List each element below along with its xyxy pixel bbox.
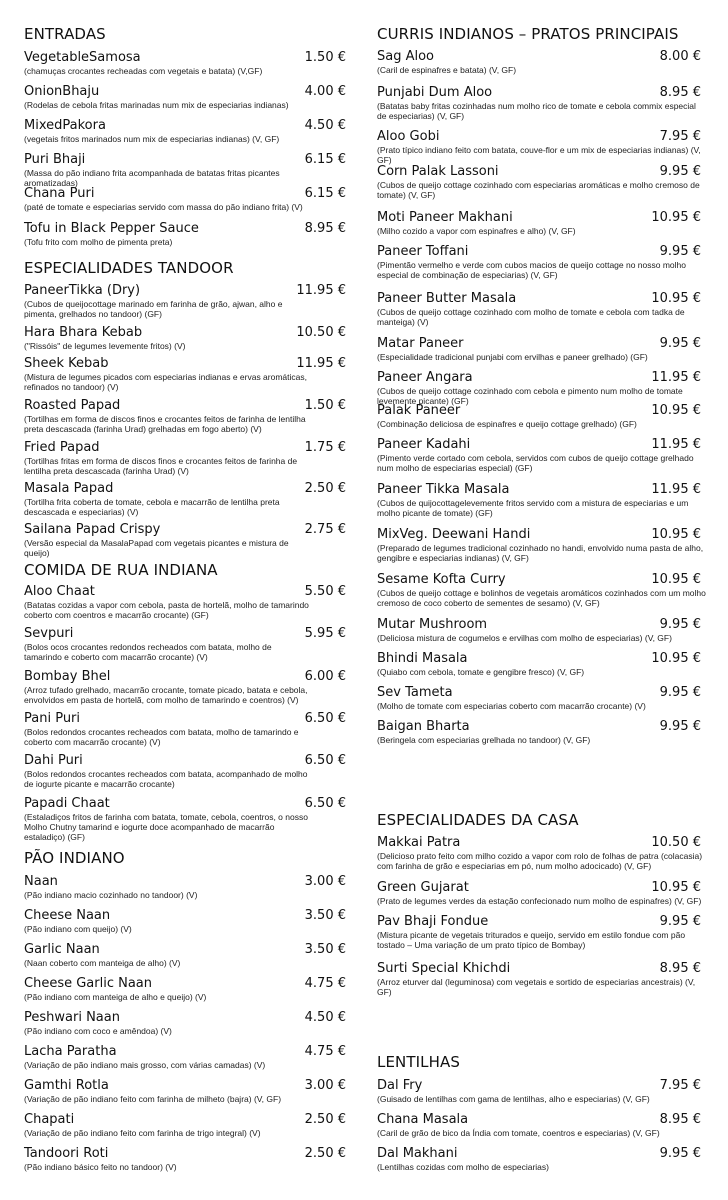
item-price: 3.50 € [304, 908, 346, 923]
item-name: Lacha Paratha [24, 1044, 117, 1059]
item-price: 5.50 € [304, 584, 346, 599]
item-description: (Pimentão vermelho e verde com cubos macios de queijo cottage no nosso molho especial de combinação de especiarias) (V, GF) [377, 260, 687, 280]
menu-item [377, 572, 706, 608]
menu-item [24, 1146, 346, 1172]
menu-item [377, 210, 701, 236]
item-price: 2.50 € [304, 1146, 346, 1161]
item-description: (Cubos de queijo cottage e bolinhos de vegetais aromáticos cozinhados com um molho cremoso de coco coberto de sementes de sesamo) (V, GF) [377, 588, 706, 608]
item-description: (Pão indiano macio cozinhado no tandoor) (V) [24, 890, 198, 900]
item-name: PaneerTikka (Dry) [24, 283, 141, 298]
item-description: (Preparado de legumes tradicional cozinhado no handi, envolvido numa pasta de alho, gengibre e especiarias indianas) (V, GF) [377, 543, 704, 563]
item-description: (Pão indiano com queijo) (V) [24, 924, 132, 934]
item-price: 10.95 € [651, 880, 701, 895]
item-price: 10.95 € [651, 572, 701, 587]
item-description: (Mistura picante de vegetais triturados e queijo, servido em estilo fondue com pão tostado – Uma variação de um prato típico de Bombay) [377, 930, 686, 950]
menu-item [24, 152, 346, 188]
item-name: Tandoori Roti [24, 1146, 109, 1161]
item-description: (Arroz tufado grelhado, macarrão crocante, tomate picado, batata e cebola, envolvidos em pasta de hortelã, com molho de tamarindo e coentros) (V) [24, 685, 308, 705]
menu-item [24, 1078, 346, 1104]
item-price: 4.00 € [304, 84, 346, 99]
item-price: 4.75 € [304, 1044, 346, 1059]
menu-item [24, 976, 346, 1002]
menu-item [377, 1078, 701, 1104]
menu-item [24, 283, 346, 319]
item-price: 3.00 € [304, 1078, 346, 1093]
item-name: Moti Paneer Makhani [377, 210, 513, 225]
menu-item [24, 584, 346, 620]
item-price: 6.00 € [304, 669, 346, 684]
item-price: 1.50 € [304, 50, 346, 65]
item-price: 7.95 € [659, 1078, 701, 1093]
item-description: (Naan coberto com manteiga de alho) (V) [24, 958, 181, 968]
item-price: 3.50 € [304, 942, 346, 957]
menu-item [377, 835, 701, 871]
item-name: Tofu in Black Pepper Sauce [24, 221, 199, 236]
item-price: 9.95 € [659, 914, 701, 929]
item-description: (Tortilha frita coberta de tomate, cebola e macarrão de lentilha preta descascada e especiarias) (V) [24, 497, 280, 517]
item-name: Aloo Chaat [24, 584, 95, 599]
menu-item [24, 711, 346, 747]
item-description: (Caril de grão de bico da Índia com tomate, coentros e especiarias) (V, GF) [377, 1128, 660, 1138]
item-description: (Beringela com especiarias grelhada no tandoor) (V, GF) [377, 735, 591, 745]
item-name: Baigan Bharta [377, 719, 470, 734]
menu-item [377, 1112, 701, 1138]
item-description: (Bolos ocos crocantes redondos recheados com batata, molho de tamarindo e coberto com macarrão crocante) (V) [24, 642, 272, 662]
item-price: 10.50 € [651, 835, 701, 850]
item-description: (Bolos redondos crocantes recheados com batata, molho de tamarindo e coberto com macarrão crocante) (V) [24, 727, 299, 747]
menu-item [377, 437, 701, 473]
item-name: Garlic Naan [24, 942, 100, 957]
item-price: 6.15 € [304, 186, 346, 201]
item-price: 10.95 € [651, 403, 701, 418]
menu-item [377, 719, 701, 745]
menu-item [377, 880, 701, 906]
item-name: Paneer Angara [377, 370, 473, 385]
menu-item [24, 908, 346, 934]
item-description: (Prato típico indiano feito com batata, couve-flor e um mix de especiarias indianas) (V, GF) [377, 145, 701, 165]
item-name: Matar Paneer [377, 336, 464, 351]
item-name: Green Gujarat [377, 880, 469, 895]
item-description: (Combinação deliciosa de espinafres e queijo cottage grelhado) (GF) [377, 419, 637, 429]
menu-item [24, 50, 346, 76]
menu-item [377, 527, 704, 563]
menu-item [24, 356, 346, 392]
item-name: Dahi Puri [24, 753, 83, 768]
item-price: 9.95 € [659, 244, 701, 259]
menu-item [24, 398, 346, 434]
item-name: Cheese Naan [24, 908, 111, 923]
item-price: 8.95 € [304, 221, 346, 236]
item-description: (Cubos de quijocottagelevemente fritos servido com a mistura de especiarias e um molho picante de tomate) (GF) [377, 498, 689, 518]
item-name: Paneer Kadahi [377, 437, 471, 452]
item-price: 10.50 € [296, 325, 346, 340]
item-description: (Molho de tomate com especiarias coberto com macarrão crocante) (V) [377, 701, 646, 711]
item-description: (Variação de pão indiano feito com farinha de trigo integral) (V) [24, 1128, 261, 1138]
section-title-pao-indiano: PÃO INDIANO [24, 849, 125, 867]
item-description: (Cubos de queijocottage marinado em farinha de grão, ajwan, alho e pimenta, grelhados no tandoor) (GF) [24, 299, 283, 319]
item-name: MixVeg. Deewani Handi [377, 527, 531, 542]
item-price: 4.75 € [304, 976, 346, 991]
item-name: Gamthi Rotla [24, 1078, 109, 1093]
item-description: (Cubos de queijo cottage cozinhado com cebola e pimento num molho de tomate levemente picante) (GF) [377, 386, 683, 406]
menu-item [377, 403, 701, 429]
item-description: (Cubos de queijo cottage cozinhado com molho de tomate e cebola com tadka de manteiga) (V) [377, 307, 685, 327]
item-price: 9.95 € [659, 164, 701, 179]
item-name: Palak Paneer [377, 403, 461, 418]
item-name: Hara Bhara Kebab [24, 325, 143, 340]
menu-item [377, 482, 701, 518]
menu-item [24, 186, 346, 212]
item-name: Sailana Papad Crispy [24, 522, 161, 537]
item-name: Bhindi Masala [377, 651, 468, 666]
item-price: 11.95 € [296, 356, 346, 371]
item-price: 9.95 € [659, 719, 701, 734]
item-description: (Variação de pão indiano feito com farinha de milheto (bajra) (V, GF) [24, 1094, 282, 1104]
item-price: 10.95 € [651, 210, 701, 225]
item-price: 1.75 € [304, 440, 346, 455]
item-name: Dal Fry [377, 1078, 423, 1093]
item-description: (Arroz eturver dal (leguminosa) com vegetais e sortido de especiarias ancestrais) (V, GF) [377, 977, 696, 997]
item-price: 9.95 € [659, 336, 701, 351]
menu-item [24, 440, 346, 476]
item-name: Punjabi Dum Aloo [377, 85, 493, 100]
section-title-tandoor: ESPECIALIDADES TANDOOR [24, 259, 234, 277]
menu-item [24, 118, 346, 144]
item-description: (Variação de pão indiano mais grosso, com várias camadas) (V) [24, 1060, 266, 1070]
item-name: Naan [24, 874, 58, 889]
item-description: (Quiabo com cebola, tomate e gengibre fresco) (V, GF) [377, 667, 585, 677]
item-name: Cheese Garlic Naan [24, 976, 153, 991]
item-description: (Delicioso prato feito com milho cozido a vapor com rolo de folhas de patra (colacasia) com farinha de grão e especiarias em pó, num molho adocicado) (V, GF) [377, 851, 703, 871]
item-description: (Tortilhas em forma de discos finos e crocantes feitos de farinha de lentilha preta descascada (farinha Urad) grelhadas em fogo aberto) (V) [24, 414, 306, 434]
menu-item [24, 221, 346, 247]
section-title-especialidades-da-casa: ESPECIALIDADES DA CASA [377, 811, 579, 829]
item-name: MixedPakora [24, 118, 106, 133]
menu-item [24, 1010, 346, 1036]
menu-item [377, 291, 701, 327]
menu-item [24, 796, 346, 842]
item-description: (Mistura de legumes picados com especiarias indianas e ervas aromáticas, refinados no tandoor) (V) [24, 372, 307, 392]
item-price: 11.95 € [651, 370, 701, 385]
item-price: 6.50 € [304, 711, 346, 726]
item-name: Masala Papad [24, 481, 114, 496]
item-description: (Massa do pão indiano frita acompanhada de batatas fritas picantes aromatizadas) [24, 168, 280, 188]
item-name: Corn Palak Lassoni [377, 164, 499, 179]
item-price: 10.95 € [651, 527, 701, 542]
item-description: (Especialidade tradicional punjabi com ervilhas e paneer grelhado) (GF) [377, 352, 648, 362]
menu-item [24, 522, 346, 558]
item-description: (Milho cozido a vapor com espinafres e alho) (V, GF) [377, 226, 576, 236]
menu-item [24, 669, 346, 705]
item-description: (chamuças crocantes recheadas com vegetais e batata) (V,GF) [24, 66, 263, 76]
item-price: 10.95 € [651, 651, 701, 666]
menu-item [377, 85, 701, 121]
item-description: (Tofu frito com molho de pimenta preta) [24, 237, 173, 247]
item-name: Sev Tameta [377, 685, 453, 700]
item-price: 9.95 € [659, 1146, 701, 1161]
item-name: Sevpuri [24, 626, 74, 641]
item-description: (Rodelas de cebola fritas marinadas num mix de especiarias indianas) [24, 100, 289, 110]
item-description: (paté de tomate e especiarias servido com massa do pão indiano frita) (V) [24, 202, 303, 212]
menu-item [24, 874, 346, 900]
item-name: Chana Puri [24, 186, 95, 201]
item-description: (Pão indiano com manteiga de alho e queijo) (V) [24, 992, 207, 1002]
section-title-lentilhas: LENTILHAS [377, 1053, 460, 1071]
item-description: (Batatas cozidas a vapor com cebola, pasta de hortelã, molho de tamarindo coberto com coentros e macarrão crocante) (GF) [24, 600, 309, 620]
menu-item [377, 129, 701, 165]
item-price: 2.50 € [304, 1112, 346, 1127]
item-description: (vegetais fritos marinados num mix de especiarias indianas) (V, GF) [24, 134, 280, 144]
item-price: 8.95 € [659, 1112, 701, 1127]
item-price: 5.95 € [304, 626, 346, 641]
menu-item [377, 651, 701, 677]
item-name: Pav Bhaji Fondue [377, 914, 489, 929]
item-description: (Bolos redondos crocantes recheados com batata, acompanhado de molho de iogurte picante e macarrão crocante) [24, 769, 308, 789]
item-name: Surti Special Khichdi [377, 961, 511, 976]
menu-item [377, 370, 701, 406]
item-price: 7.95 € [659, 129, 701, 144]
item-price: 6.50 € [304, 753, 346, 768]
item-price: 10.95 € [651, 291, 701, 306]
item-price: 8.00 € [659, 49, 701, 64]
menu-item [24, 1044, 346, 1070]
menu-item [377, 336, 701, 362]
section-title-curris: CURRIS INDIANOS – PRATOS PRINCIPAIS [377, 25, 679, 43]
item-name: OnionBhaju [24, 84, 100, 99]
menu-item [377, 961, 701, 997]
item-description: (Pão indiano básico feito no tandoor) (V) [24, 1162, 177, 1172]
item-price: 9.95 € [659, 685, 701, 700]
item-name: Sesame Kofta Curry [377, 572, 506, 587]
item-description: (Versão especial da MasalaPapad com vegetais picantes e mistura de queijo) [24, 538, 289, 558]
menu-item [24, 626, 346, 662]
item-price: 8.95 € [659, 961, 701, 976]
item-name: Peshwari Naan [24, 1010, 120, 1025]
item-name: Aloo Gobi [377, 129, 440, 144]
item-price: 1.50 € [304, 398, 346, 413]
menu-item [24, 325, 346, 351]
section-title-comida-de-rua: COMIDA DE RUA INDIANA [24, 561, 218, 579]
item-description: (Deliciosa mistura de cogumelos e ervilhas com molho de especiarias) (V, GF) [377, 633, 672, 643]
item-name: Fried Papad [24, 440, 100, 455]
menu-item [377, 914, 701, 950]
item-name: Dal Makhani [377, 1146, 458, 1161]
item-name: Makkai Patra [377, 835, 461, 850]
item-price: 4.50 € [304, 118, 346, 133]
item-name: Roasted Papad [24, 398, 121, 413]
item-name: Sag Aloo [377, 49, 435, 64]
item-name: VegetableSamosa [24, 50, 141, 65]
item-description: ("Rissóis" de legumes levemente fritos) (V) [24, 341, 186, 351]
item-description: (Pimento verde cortado com cebola, servidos com cubos de queijo cottage grelhado num molho de especiarias especial) (GF) [377, 453, 694, 473]
item-price: 9.95 € [659, 617, 701, 632]
item-description: (Tortilhas fritas em forma de discos finos e crocantes feitos de farinha de lentilha preta descascada (farinha Urad) (V) [24, 456, 298, 476]
menu-item [377, 244, 701, 280]
item-name: Papadi Chaat [24, 796, 110, 811]
menu-item [377, 1146, 701, 1172]
item-description: (Cubos de queijo cottage cozinhado com especiarias aromáticas e molho cremoso de tomate) (V, GF) [377, 180, 700, 200]
item-description: (Estaladiços fritos de farinha com batata, tomate, cebola, coentros, o nosso Molho Chutny tamarind e iogurte doce acompanhado de macarrão estaladiço) (GF) [24, 812, 308, 842]
item-description: (Batatas baby fritas cozinhadas num molho rico de tomate e cebola commix especial de especiarias) (V, GF) [377, 101, 696, 121]
item-description: (Caril de espinafres e batata) (V, GF) [377, 65, 517, 75]
item-price: 11.95 € [651, 482, 701, 497]
item-description: (Lentilhas cozidas com molho de especiarias) [377, 1162, 549, 1172]
item-name: Chana Masala [377, 1112, 469, 1127]
menu-item [377, 617, 701, 643]
menu-item [24, 84, 346, 110]
item-description: (Guisado de lentilhas com gama de lentilhas, alho e especiarias) (V, GF) [377, 1094, 650, 1104]
menu-item [377, 685, 701, 711]
item-price: 2.50 € [304, 481, 346, 496]
item-price: 2.75 € [304, 522, 346, 537]
item-name: Sheek Kebab [24, 356, 109, 371]
item-price: 6.50 € [304, 796, 346, 811]
item-name: Puri Bhaji [24, 152, 86, 167]
item-name: Paneer Tikka Masala [377, 482, 510, 497]
section-title-entradas: ENTRADAS [24, 25, 106, 43]
item-price: 11.95 € [296, 283, 346, 298]
item-price: 6.15 € [304, 152, 346, 167]
menu-item [24, 1112, 346, 1138]
item-price: 8.95 € [659, 85, 701, 100]
item-name: Mutar Mushroom [377, 617, 488, 632]
item-price: 11.95 € [651, 437, 701, 452]
menu-item [24, 753, 346, 789]
item-price: 3.00 € [304, 874, 346, 889]
item-description: (Prato de legumes verdes da estação confecionado num molho de espinafres) (V, GF) [377, 896, 702, 906]
menu-item [377, 49, 701, 75]
item-name: Paneer Toffani [377, 244, 469, 259]
menu-item [24, 481, 346, 517]
item-name: Bombay Bhel [24, 669, 111, 684]
menu-item [24, 942, 346, 968]
item-description: (Pão indiano com coco e amêndoa) (V) [24, 1026, 172, 1036]
item-name: Chapati [24, 1112, 75, 1127]
item-name: Paneer Butter Masala [377, 291, 517, 306]
item-price: 4.50 € [304, 1010, 346, 1025]
item-name: Pani Puri [24, 711, 81, 726]
menu-item [377, 164, 701, 200]
